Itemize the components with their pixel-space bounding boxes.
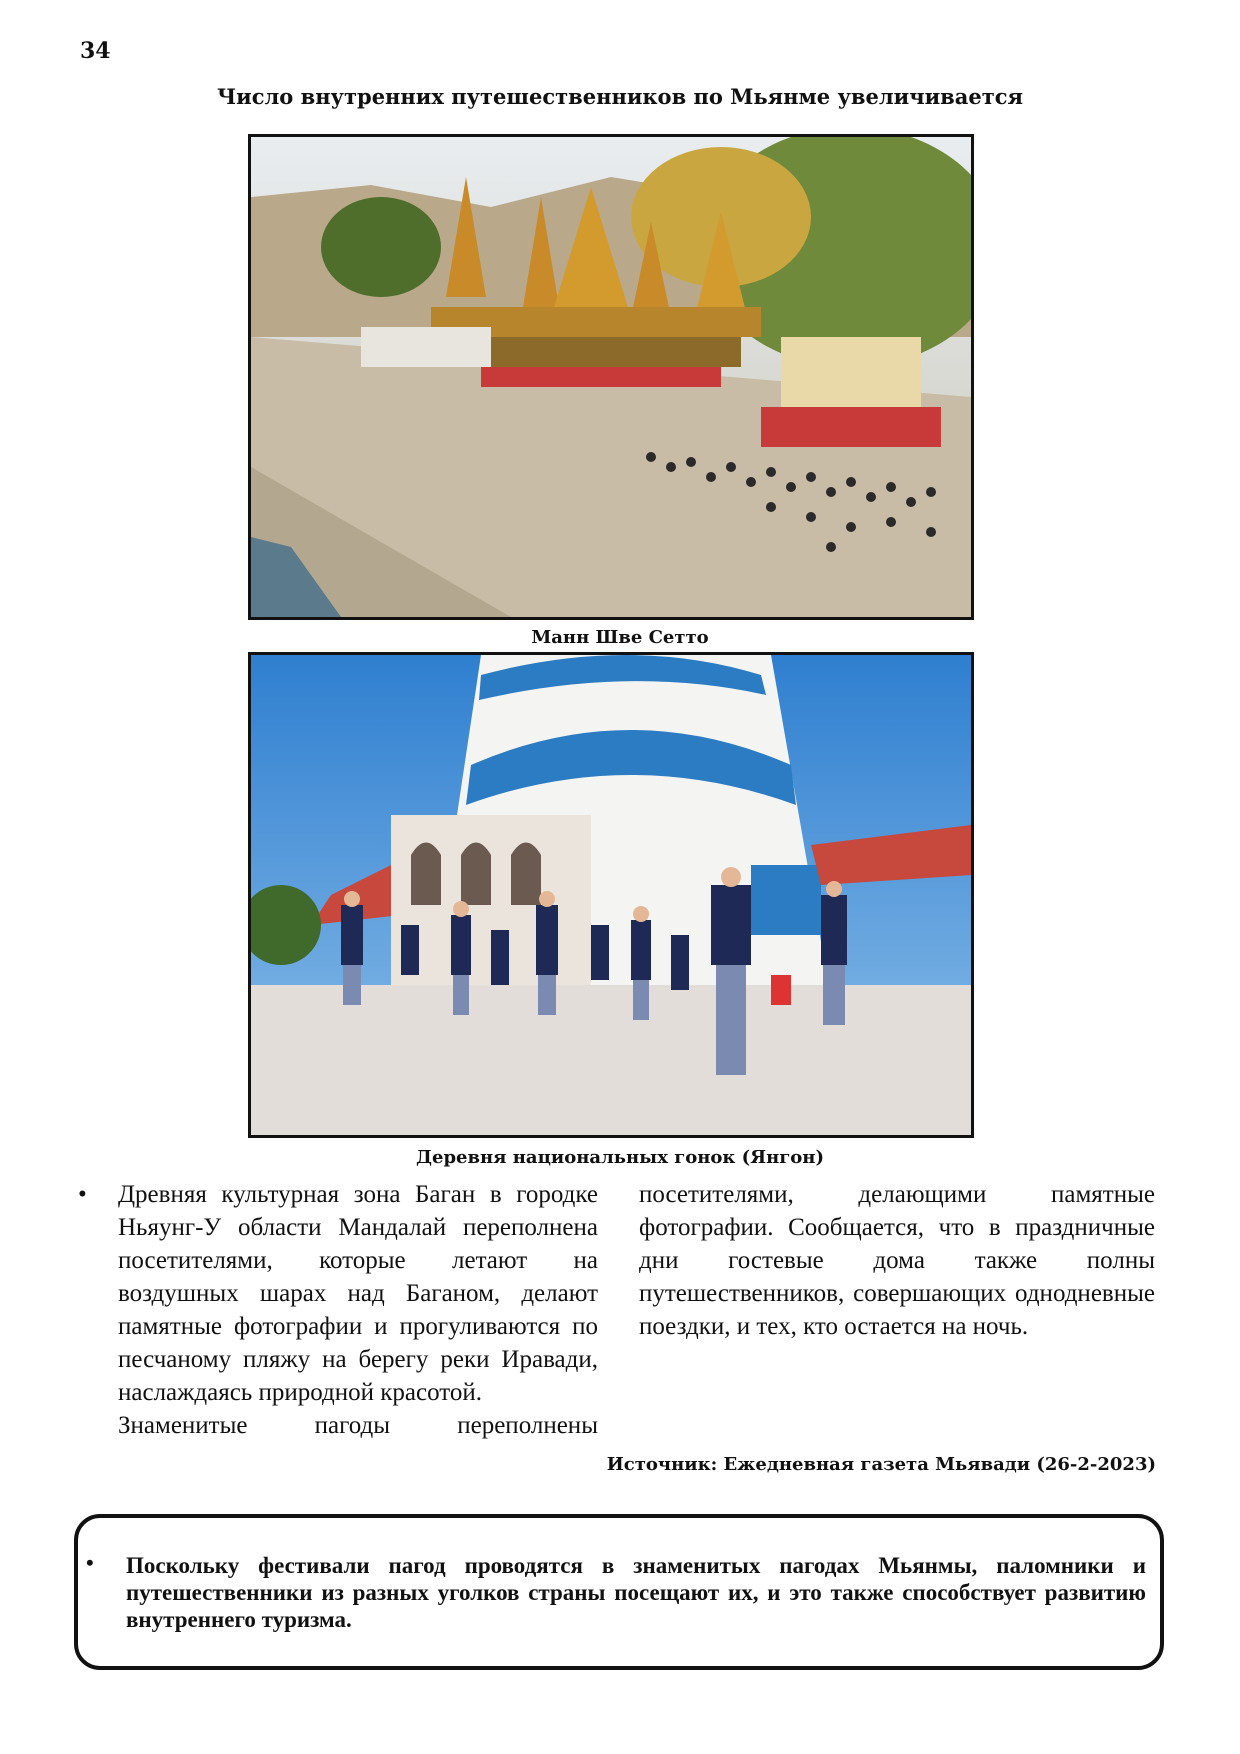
article-paragraph: Древняя культурная зона Баган в городке Ньяунг-У области Мандалай переполнена посетителями, которые летают на воздушных шарах над Баганом, делают памятные фотографии и прогуливаются по песчаному пляжу на берегу реки Иравади, наслаждаясь природной красотой.: [118, 1181, 598, 1406]
page-title: Число внутренних путешественников по Мьянме увеличивается: [216, 84, 1024, 109]
photo-caption: Манн Шве Сетто: [531, 627, 709, 648]
bullet-icon: •: [86, 1550, 94, 1575]
article-paragraph: Знаменитые пагоды переполнены: [118, 1412, 598, 1439]
article-paragraph: посетителями, делающими памятные фотографии. Сообщается, что в праздничные дни гостевые дома также полны путешественников, совершающих однодневные поездки, и тех, кто остается на ночь.: [639, 1181, 1155, 1340]
article-right-column: [639, 1178, 1155, 1343]
photo-caption: Деревня национальных гонок (Янгон): [416, 1147, 824, 1168]
bullet-icon: •: [78, 1181, 87, 1208]
note-text: Поскольку фестивали пагод проводятся в знаменитых пагодах Мьянмы, паломники и путешественники из разных уголков страны посещают их, и это также способствует развитию внутреннего туризма.: [126, 1553, 1146, 1632]
source-citation: Источник: Ежедневная газета Мьявади (26-2-2023): [606, 1454, 1156, 1475]
pagoda-photo: [248, 134, 974, 620]
article-left-column: [118, 1178, 598, 1442]
tower-photo: [248, 652, 974, 1138]
page-number: 34: [80, 38, 111, 64]
